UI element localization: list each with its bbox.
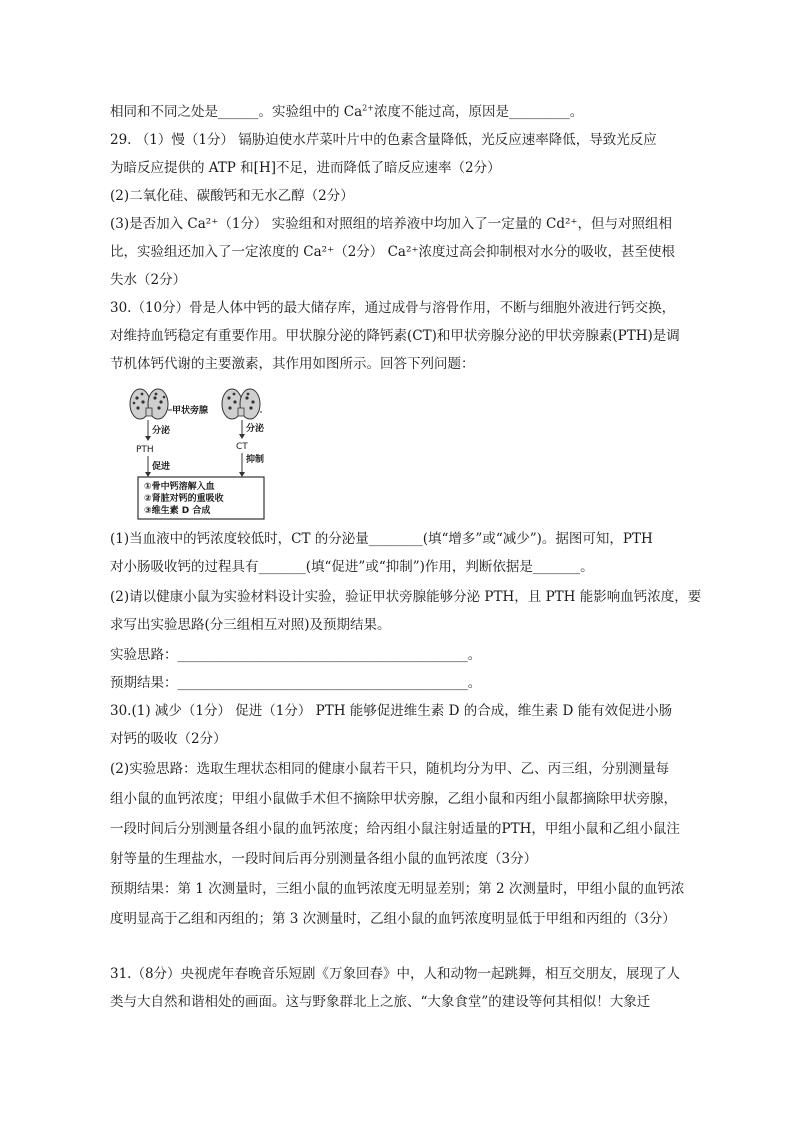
text-line-1 (110, 102, 700, 122)
text-line-23: 预期结果：第 1 次测量时，三组小鼠的血钙浓度无明显差别；第 2 次测量时，甲组小鼠的血钙浓 (110, 881, 685, 897)
text-line-25: 31.（8分）央视虎年春晚音乐短剧《万象回春》中，人和动物一起跳舞，相互交朋友，展现了人 (110, 966, 681, 982)
ct-label: CT (236, 442, 248, 452)
text-line-9: 对维持血钙稳定有重要作用。甲状腺分泌的降钙素(CT)和甲状旁腺分泌的甲状旁腺素(PTH)是调 (110, 328, 680, 344)
secrete-left-label: 分泌 (152, 426, 171, 436)
text-line-2: 29. （1）慢（1分） 镉胁迫使水芹菜叶片中的色素含量降低，光反应速率降低，导致光反应 (110, 132, 657, 148)
line-1-blank-b: _________ (508, 104, 570, 120)
text-line-10: 节机体钙代谢的主要激素，其作用如图所示。回答下列问题： (110, 356, 475, 372)
text-line-18: 对钙的吸收（2分） (110, 731, 227, 747)
text-line-17: 30.(1) 减少（1分） 促进（1分） PTH 能够促进维生素 D 的合成，维生素 D 能有效促进小肠 (110, 703, 673, 719)
text-line-24: 度明显高于乙组和丙组的；第 3 次测量时，乙组小鼠的血钙浓度明显低于甲组和丙组的（3分） (110, 911, 676, 927)
text-line-14: 求写出实验思路(分三组相互对照)及预期结果。 (110, 617, 391, 633)
text-line-20: 组小鼠的血钙浓度；甲组小鼠做手术但不摘除甲状旁腺，乙组小鼠和丙组小鼠都摘除甲状旁腺， (110, 791, 677, 807)
text-line-11: (1)当血液中的钙浓度较低时，CT 的分泌量________(填“增多”或“减少”)。据图可知，PTH (110, 531, 653, 547)
secrete-right-label: 分泌 (246, 424, 265, 434)
effect-item-1: ①骨中钙溶解入血 (144, 482, 215, 492)
text-line-21: 一段时间后分别测量各组小鼠的血钙浓度；给丙组小鼠注射适量的PTH，甲组小鼠和乙组小鼠注 (110, 821, 680, 837)
text-line-8: 30.（10分）骨是人体中钙的最大储存库，通过成骨与溶骨作用，不断与细胞外液进行钙交换， (110, 300, 676, 316)
text-line-19: (2)实验思路：选取生理状态相同的健康小鼠若干只，随机均分为甲、乙、丙三组，分别测量每 (110, 761, 670, 777)
line-1-text-b: 。实验组中的 Ca (258, 104, 363, 120)
parathyroid-gland-icon (130, 389, 168, 419)
text-line-6: 比，实验组还加入了一定浓度的 Ca²⁺（2分） Ca²⁺浓度过高会抑制根对水分的吸收，甚至使根 (110, 244, 676, 260)
hormone-diagram (128, 386, 268, 522)
pth-label: PTH (136, 445, 154, 455)
line-1-text-d: 。 (569, 104, 584, 120)
line-1-text-a: 相同和不同之处是 (110, 104, 218, 120)
effect-item-3: ③维生素 D 合成 (144, 506, 211, 516)
promote-label: 促进 (152, 462, 171, 472)
parathyroid-label: 甲状旁腺 (172, 406, 209, 416)
text-line-5: (3)是否加入 Ca²⁺（1分） 实验组和对照组的培养液中均加入了一定量的 Cd²⁺，但与对照组相 (110, 216, 673, 232)
text-line-16: 预期结果：___________________________________________。 (110, 675, 482, 691)
text-line-7: 失水（2分） (110, 272, 187, 288)
inhibit-label: 抑制 (246, 455, 265, 465)
effect-item-2: ②肾脏对钙的重吸收 (144, 494, 224, 504)
text-line-4: (2)二氧化硅、碳酸钙和无水乙醇（2分） (110, 188, 354, 204)
text-line-13: (2)请以健康小鼠为实验材料设计实验，验证甲状旁腺能够分泌 PTH，且 PTH 能影响血钙浓度，要 (110, 589, 702, 605)
line-1-blank-a: ______ (218, 104, 259, 120)
text-line-26: 类与大自然和谐相处的画面。这与野象群北上之旅、“大象食堂”的建设等何其相似！大象迁 (110, 994, 651, 1010)
thyroid-gland-icon (222, 389, 260, 419)
line-1-superscript: 2+ (362, 103, 374, 113)
text-line-3: 为暗反应提供的 ATP 和[H]不足，进而降低了暗反应速率（2分） (110, 160, 501, 176)
line-1-text-c: 浓度不能过高，原因是 (373, 104, 509, 120)
text-line-12: 对小肠吸收钙的过程具有_______(填“促进”或“抑制”)作用，判断依据是_______。 (110, 559, 594, 575)
text-line-22: 射等量的生理盐水，一段时间后再分别测量各组小鼠的血钙浓度（3分） (110, 851, 538, 867)
text-line-15: 实验思路：___________________________________________。 (110, 647, 482, 663)
